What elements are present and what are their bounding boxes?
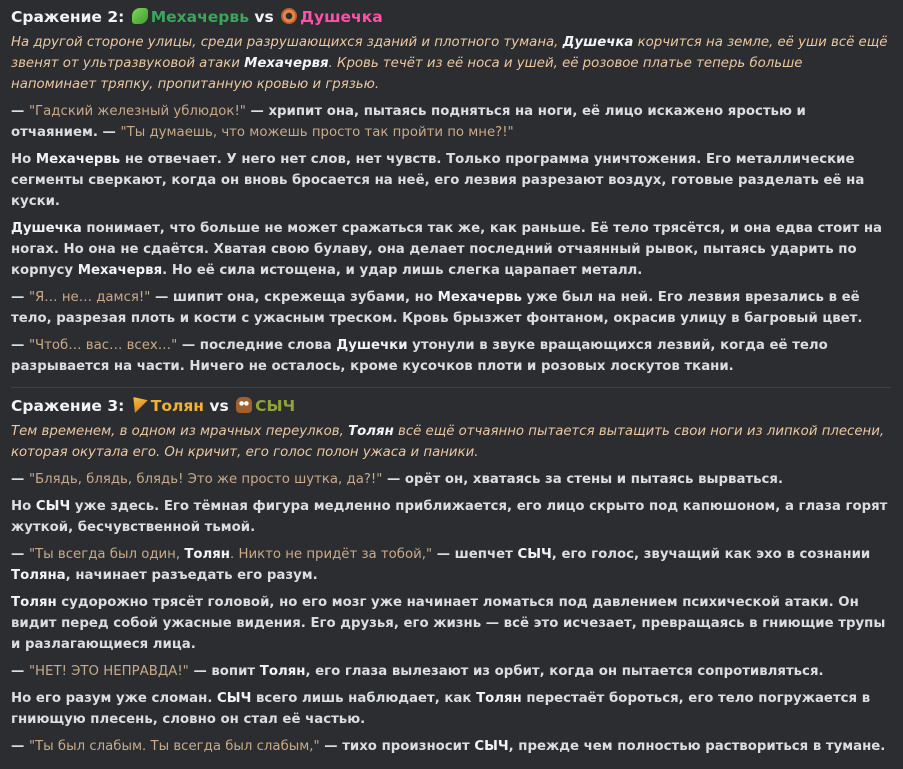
- quoted-speech: "Чтоб… вас… всех…": [28, 338, 178, 353]
- text-run: . Кровь течёт из её носа и ушей, её розовое платье теперь больше напоминает тряпку, пропитанную кровью и грязью.: [11, 56, 803, 92]
- text-run: —: [11, 472, 29, 487]
- bold-name: Толяна: [11, 568, 66, 583]
- bold-name: Мехачервь: [437, 290, 522, 305]
- text-run: утонули в звуке вращающихся лезвий, когда её тело разрывается на части. Ничего не осталось, кроме кусочков плоти и розовых лоскутов ткани.: [11, 338, 828, 374]
- quoted-speech: "Гадский железный ублюдок!": [28, 104, 246, 119]
- text-run: , начинает разъедать его разум.: [65, 568, 318, 583]
- bold-name: Душечка: [562, 35, 634, 50]
- bold-name: СЫЧ: [217, 691, 252, 706]
- bold-name: Толян: [11, 595, 57, 610]
- story-paragraph: [11, 101, 891, 143]
- text-run: —: [11, 104, 29, 119]
- text-run: . Но её сила истощена, и удар лишь слегка царапает металл.: [162, 263, 643, 278]
- text-run: —: [11, 290, 29, 305]
- battle-3-heading: [11, 394, 891, 418]
- text-run: Но: [11, 499, 36, 514]
- text-run: —: [11, 338, 29, 353]
- text-run: , его глаза вылезают из орбит, когда он пытается сопротивляться.: [305, 664, 824, 679]
- text-run: уже здесь. Его тёмная фигура медленно приближается, его лицо скрыто под капюшоном, а глаза горят жуткой, бесчувственной тьмой.: [11, 499, 888, 535]
- owl-emoji-icon: [236, 397, 252, 413]
- text-run: — последние слова: [177, 338, 337, 353]
- text-run: — орёт он, хватаясь за стены и пытаясь вырваться.: [382, 472, 784, 487]
- donut-emoji-icon: [281, 8, 297, 24]
- snake-emoji-icon: [132, 8, 148, 24]
- text-run: понимает, что больше не может сражаться так же, как раньше. Её тело трясётся, и она едва стоит на ногах. Но она не сдаётся. Хватая свою булаву, она делает последний отчаянный рывок, пытаясь ударить по корпусу: [11, 221, 883, 278]
- battle-2-heading: [11, 5, 891, 29]
- text-run: — хрипит она, пытаясь подняться на ноги, её лицо искажено яростью и отчаянием. —: [11, 104, 806, 140]
- fighter-dushechka: Душечка: [300, 8, 383, 26]
- text-run: —: [11, 739, 29, 754]
- text-run: Тем временем, в одном из мрачных переулков,: [11, 424, 349, 439]
- bold-name: Душечки: [336, 338, 408, 353]
- story-paragraph: [11, 218, 891, 281]
- bold-name: Мехачервя: [77, 263, 163, 278]
- bold-name: Мехачервь: [35, 152, 121, 167]
- fighter-tolyan: Толян: [150, 397, 204, 415]
- bold-name: СЫЧ: [517, 547, 552, 562]
- battle-3-title: Сражение 3:: [11, 397, 125, 415]
- battle-3-paragraphs: [11, 469, 891, 757]
- text-run: — вопит: [188, 664, 260, 679]
- text-run: всего лишь наблюдает, как: [251, 691, 477, 706]
- section-divider: [11, 387, 891, 388]
- text-run: , прежде чем полностью раствориться в тумане.: [508, 739, 886, 754]
- versus-label: vs: [209, 397, 229, 415]
- text-run: перестаёт бороться, его тело погружается в гниющую плесень, словно он стал её частью.: [11, 691, 871, 727]
- story-paragraph: [11, 736, 891, 757]
- bold-name: Душечка: [11, 221, 82, 236]
- bold-name: Мехачервя: [244, 56, 329, 71]
- text-run: На другой стороне улицы, среди разрушающихся зданий и плотного тумана,: [11, 35, 563, 50]
- versus-label: vs: [254, 8, 274, 26]
- bold-name: СЫЧ: [474, 739, 509, 754]
- pizza-emoji-icon: [132, 397, 148, 413]
- text-run: Но его разум уже сломан.: [11, 691, 218, 706]
- battle-2-paragraphs: [11, 101, 891, 377]
- message-content: [11, 5, 891, 763]
- battle-2-intro: [11, 32, 891, 95]
- quoted-speech: "Ты думаешь, что можешь просто так пройти по мне?!": [120, 125, 514, 140]
- bold-name: Толян: [184, 547, 230, 562]
- quoted-speech: "Ты был слабым. Ты всегда был слабым,": [28, 739, 320, 754]
- quoted-speech: "Блядь, блядь, блядь! Это же просто шутка, да?!": [28, 472, 383, 487]
- story-paragraph: [11, 496, 891, 538]
- battle-2-title: Сражение 2:: [11, 8, 125, 26]
- story-paragraph: [11, 287, 891, 329]
- text-run: судорожно трясёт головой, но его мозг уже начинает ломаться под давлением психической атаки. Он видит перед собой ужасные видения. Его друзья, его жизнь — всё это исчезает, превращаясь в гниющие трупы и разлагающиеся лица.: [11, 595, 886, 652]
- quoted-speech: . Никто не придёт за тобой,": [230, 547, 433, 562]
- bold-name: Толян: [476, 691, 522, 706]
- text-run: Но: [11, 152, 36, 167]
- text-run: , его голос, звучащий как эхо в сознании: [551, 547, 871, 562]
- quoted-speech: "НЕТ! ЭТО НЕПРАВДА!": [28, 664, 189, 679]
- story-paragraph: [11, 688, 891, 730]
- bold-name: Толян: [348, 424, 394, 439]
- text-run: —: [11, 547, 29, 562]
- text-run: — шепчет: [432, 547, 518, 562]
- text-run: — шипит она, скрежеща зубами, но: [150, 290, 438, 305]
- bold-name: Толян: [259, 664, 306, 679]
- story-paragraph: [11, 469, 891, 490]
- bold-name: СЫЧ: [35, 499, 71, 514]
- text-run: —: [11, 664, 29, 679]
- battle-3-intro: [11, 421, 891, 463]
- text-run: корчится на земле, её уши всё ещё звенят от ультразвуковой атаки: [11, 35, 888, 71]
- story-paragraph: [11, 149, 891, 212]
- quoted-speech: "Ты всегда был один,: [28, 547, 185, 562]
- text-run: всё ещё отчаянно пытается вытащить свои ноги из липкой плесени, которая окутала его. Он кричит, его голос полон ужаса и паники.: [11, 424, 885, 460]
- story-paragraph: [11, 544, 891, 586]
- text-run: не отвечает. У него нет слов, нет чувств. Только программа уничтожения. Его металлические сегменты сверкают, когда он вновь бросается на неё, его лезвия разрезают воздух, готовые разделать её на куски.: [11, 152, 865, 209]
- story-paragraph: [11, 335, 891, 377]
- story-paragraph: [11, 592, 891, 655]
- fighter-mechaworm: Мехачервь: [150, 8, 250, 26]
- quoted-speech: "Я… не… дамся!": [28, 290, 151, 305]
- fighter-sych: СЫЧ: [255, 397, 296, 415]
- story-paragraph: [11, 661, 891, 682]
- text-run: уже был на ней. Его лезвия врезались в её тело, разрезая плоть и кости с ужасным треском. Кровь брызжет фонтаном, окрасив улицу в багровый цвет.: [11, 290, 863, 326]
- text-run: — тихо произносит: [319, 739, 475, 754]
